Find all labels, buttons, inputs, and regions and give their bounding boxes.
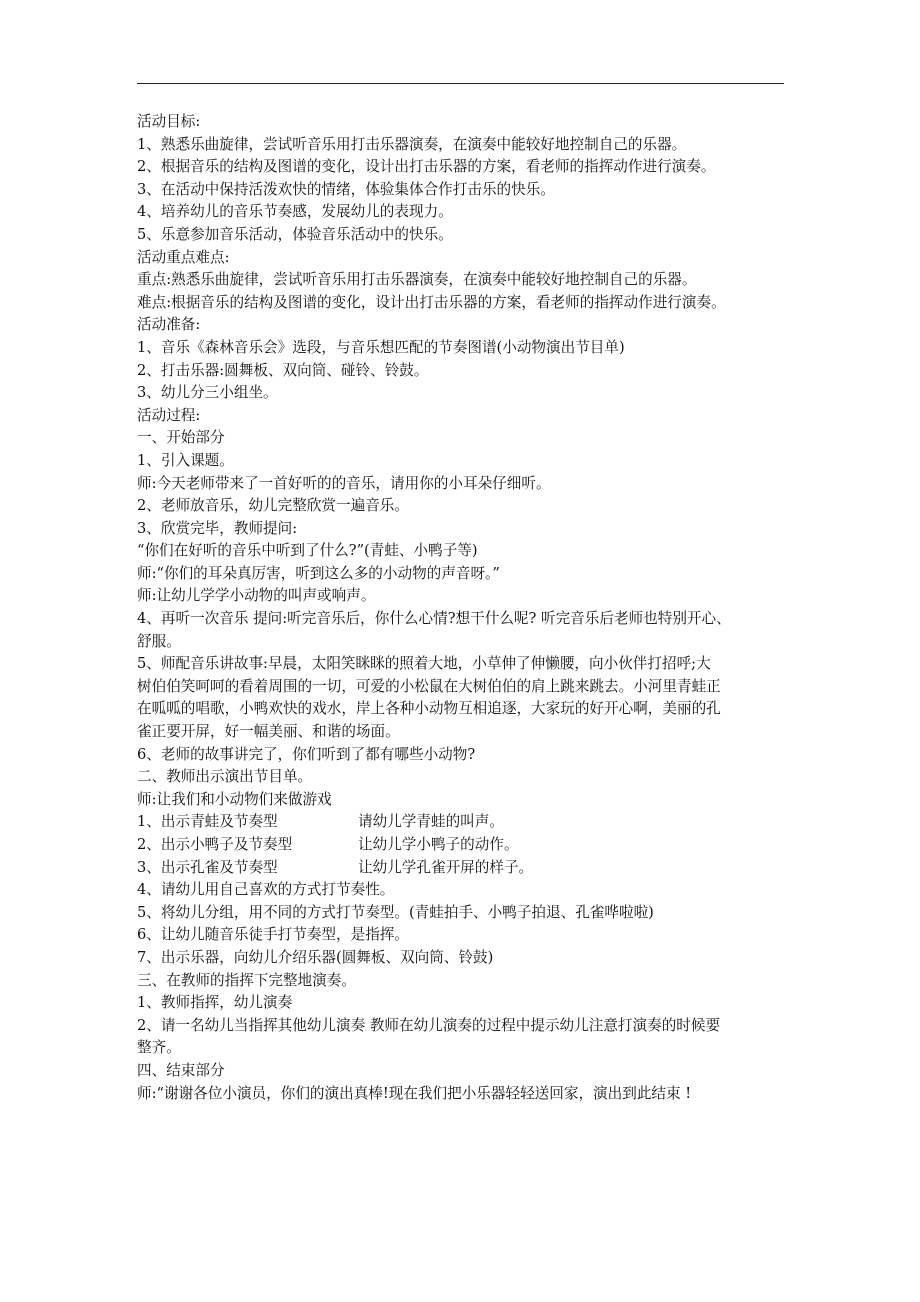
part4-heading: 四、结束部分 [137,1061,225,1079]
part2-row-left: 1、出示青蛙及节奏型 [137,813,278,831]
part3-item-cont: 整齐。 [137,1039,181,1057]
header-rule [137,83,784,84]
part2-row-right: 让幼儿学小鸭子的动作。 [358,836,519,853]
story-line: 在呱呱的唱歌，小鸭欢快的戏水，岸上各种小动物互相追逐，大家玩的好开心啊，美丽的孔 [137,700,721,718]
difficult-point: 难点:根据音乐的结构及图谱的变化，设计出打击乐器的方案，看老师的指挥动作进行演奏。 [137,293,726,311]
story-line: 5、师配音乐讲故事:早晨，太阳笑眯眯的照着大地，小草伸了伸懒腰，向小伙伴打招呼;大 [137,655,711,673]
prep-item: 2、打击乐器:圆舞板、双向筒、碰铃、铃鼓。 [137,361,429,379]
part2-item: 6、让幼儿随音乐徒手打节奏型，是指挥。 [137,926,409,944]
part2-row-right: 让幼儿学孔雀开屏的样子。 [358,858,534,876]
part2-row-left: 2、出示小鸭子及节奏型 [137,836,293,853]
part1-item-cont: 舒服。 [137,632,181,650]
part2-row [137,834,797,857]
part3-item: 1、教师指挥，幼儿演奏 [137,994,293,1012]
goal-item: 3、在活动中保持活泼欢快的情绪，体验集体合作打击乐的快乐。 [137,180,555,198]
part1-item: 3、欣赏完毕，教师提问: [137,519,298,537]
part2-item: 5、将幼儿分组，用不同的方式打节奏型。(青蛙拍手、小鸭子拍退、孔雀哗啦啦) [137,903,654,921]
part1-item: 师:今天老师带来了一首好听的的音乐，请用你的小耳朵仔细听。 [137,474,551,492]
part1-item: 师:“你们的耳朵真厉害，听到这么多的小动物的声音呀。” [137,564,500,582]
key-heading: 活动重点难点: [137,248,230,266]
part1-item: 2、老师放音乐，幼儿完整欣赏一遍音乐。 [137,497,409,515]
part2-row [137,857,797,880]
goal-item: 4、培养幼儿的音乐节奏感，发展幼儿的表现力。 [137,203,453,221]
prep-heading: 活动准备: [137,316,201,334]
goal-item: 1、熟悉乐曲旋律，尝试听音乐用打击乐器演奏，在演奏中能较好地控制自己的乐器。 [137,135,687,153]
part2-item: 7、出示乐器，向幼儿介绍乐器(圆舞板、双向筒、铃鼓) [137,948,494,966]
goal-item: 5、乐意参加音乐活动，体验音乐活动中的快乐。 [137,225,453,243]
document-body [137,111,797,1105]
ending-line: 师:“谢谢各位小演员，你们的演出真棒!现在我们把小乐器轻轻送回家，演出到此结束 ! [137,1084,692,1102]
part2-heading: 二、教师出示演出节目单。 [137,768,313,786]
story-line: 树伯伯笑呵呵的看着周围的一切，可爱的小松鼠在大树伯伯的肩上跳来跳去。小河里青蛙正 [137,677,721,695]
part1-item: 4、再听一次音乐 提问:听完音乐后，你什么心情?想干什么呢? 听完音乐后老师也特别开心、 [137,610,731,628]
part3-heading: 三、在教师的指挥下完整地演奏。 [137,971,356,989]
part2-row-right: 请幼儿学青蛙的叫声。 [358,813,504,831]
key-point: 重点:熟悉乐曲旋律，尝试听音乐用打击乐器演奏，在演奏中能较好地控制自己的乐器。 [137,271,697,289]
goals-heading: 活动目标: [137,113,201,130]
story-line: 雀正要开屏，好一幅美丽、和谐的场面。 [137,723,400,741]
part1-heading: 一、开始部分 [137,429,225,447]
prep-item: 3、幼儿分三小组坐。 [137,384,278,402]
part1-item: 6、老师的故事讲完了，你们听到了都有哪些小动物? [137,745,476,763]
part1-item: “你们在好听的音乐中听到了什么?”(青蛙、小鸭子等) [137,542,478,560]
prep-item: 1、音乐《森林音乐会》选段，与音乐想匹配的节奏图谱(小动物演出节目单) [137,338,625,356]
part2-row-left: 3、出示孔雀及节奏型 [137,858,278,876]
part2-item: 4、请幼儿用自己喜欢的方式打节奏性。 [137,881,395,899]
goal-item: 2、根据音乐的结构及图谱的变化，设计出打击乐器的方案，看老师的指挥动作进行演奏。 [137,158,716,176]
part1-item: 师:让幼儿学学小动物的叫声或响声。 [137,587,376,605]
part1-item: 1、引入课题。 [137,451,234,469]
process-heading: 活动过程: [137,406,201,424]
part2-intro: 师:让我们和小动物们来做游戏 [137,790,332,808]
part3-item: 2、请一名幼儿当指挥其他幼儿演奏 教师在幼儿演奏的过程中提示幼儿注意打演奏的时候要 [137,1016,721,1034]
part2-row [137,811,797,834]
